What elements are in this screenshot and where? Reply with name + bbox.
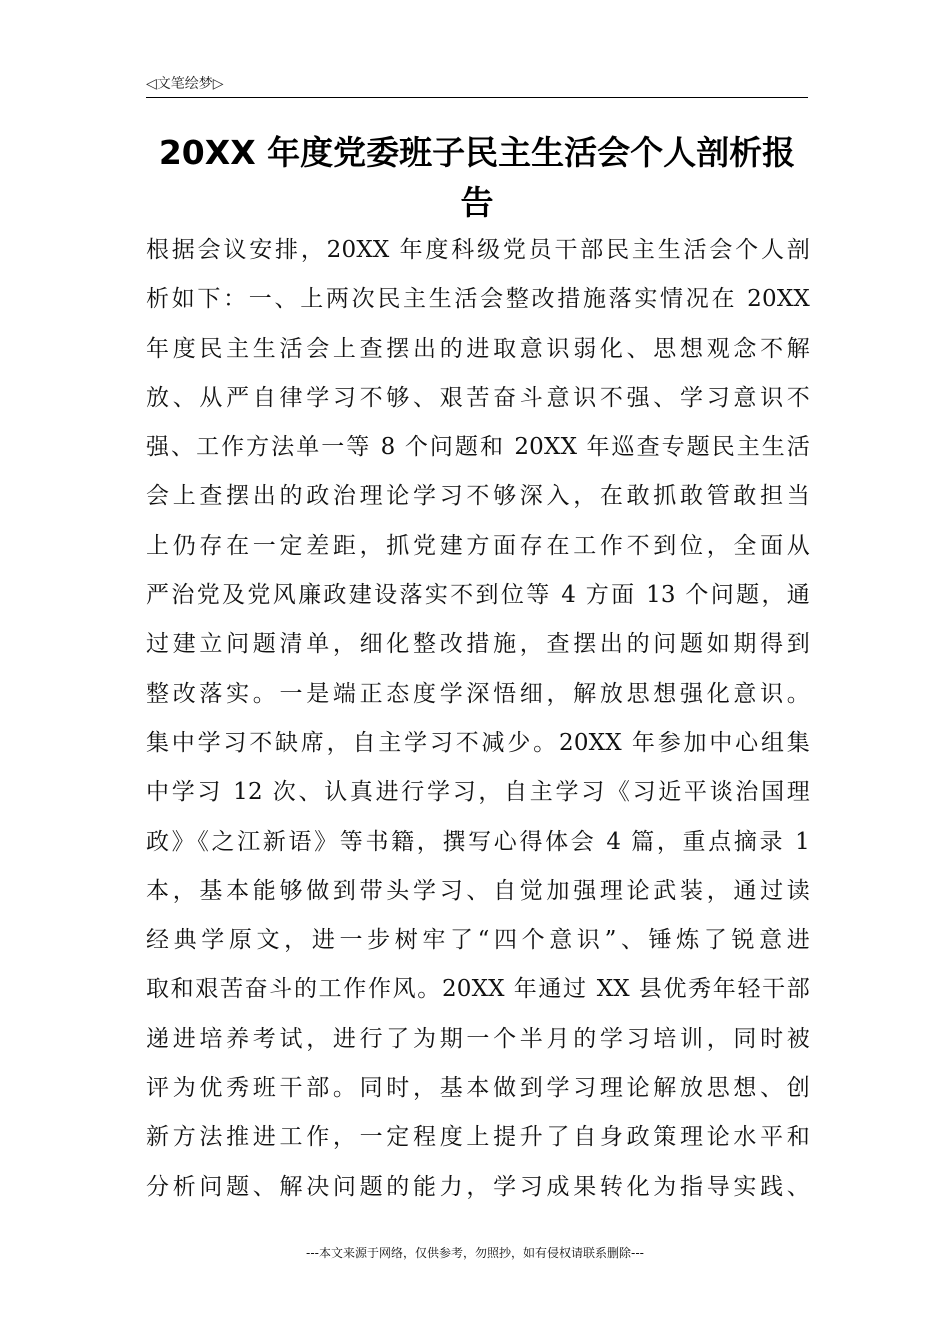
body-line: 经典学原文，进一步树牢了“四个意识”、锤炼了锐意进 xyxy=(146,927,810,954)
title-line-1: 20XX 年度党委班子民主生活会个人剖析报 xyxy=(158,133,796,172)
document-header-label: ◁文笔绘梦▷ xyxy=(146,76,224,92)
body-line: 分析问题、解决问题的能力，学习成果转化为指导实践、 xyxy=(146,1173,810,1200)
body-line: 析如下：一、上两次民主生活会整改措施落实情况在 20XX xyxy=(146,286,810,313)
body-line: 强、工作方法单一等 8 个问题和 20XX 年巡查专题民主生活 xyxy=(146,434,810,461)
body-line: 会上查摆出的政治理论学习不够深入，在敢抓敢管敢担当 xyxy=(146,483,810,510)
body-line: 严治党及党风廉政建设落实不到位等 4 方面 13 个问题，通 xyxy=(146,582,810,609)
body-line: 年度民主生活会上查摆出的进取意识弱化、思想观念不解 xyxy=(146,335,810,362)
body-line: 上仍存在一定差距，抓党建方面存在工作不到位，全面从 xyxy=(146,532,810,559)
body-line: 递进培养考试，进行了为期一个半月的学习培训，同时被 xyxy=(146,1025,810,1052)
body-line: 中学习 12 次、认真进行学习，自主学习《习近平谈治国理 xyxy=(146,779,810,806)
title-line-2: 告 xyxy=(460,183,494,222)
body-line: 集中学习不缺席，自主学习不减少。20XX 年参加中心组集 xyxy=(146,729,810,756)
body-line: 评为优秀班干部。同时，基本做到学习理论解放思想、创 xyxy=(146,1075,810,1102)
body-line: 整改落实。一是端正态度学深悟细，解放思想强化意识。 xyxy=(146,680,810,707)
body-line: 根据会议安排，20XX 年度科级党员干部民主生活会个人剖 xyxy=(146,237,810,263)
document-body xyxy=(146,226,810,1212)
body-line: 政》《之江新语》等书籍，撰写心得体会 4 篇，重点摘录 1 xyxy=(146,828,810,855)
body-line: 取和艰苦奋斗的工作作风。20XX 年通过 XX 县优秀年轻干部 xyxy=(146,976,810,1003)
document-title xyxy=(140,128,814,228)
document-footer-disclaimer: ---本文来源于网络，仅供参考，勿照抄，如有侵权请联系删除--- xyxy=(306,1246,644,1260)
body-line: 过建立问题清单，细化整改措施，查摆出的问题如期得到 xyxy=(146,631,810,658)
header-divider xyxy=(146,97,808,98)
body-line: 放、从严自律学习不够、艰苦奋斗意识不强、学习意识不 xyxy=(146,384,810,411)
body-line: 本，基本能够做到带头学习、自觉加强理论武装，通过读 xyxy=(146,877,810,904)
body-line: 新方法推进工作，一定程度上提升了自身政策理论水平和 xyxy=(146,1124,810,1151)
